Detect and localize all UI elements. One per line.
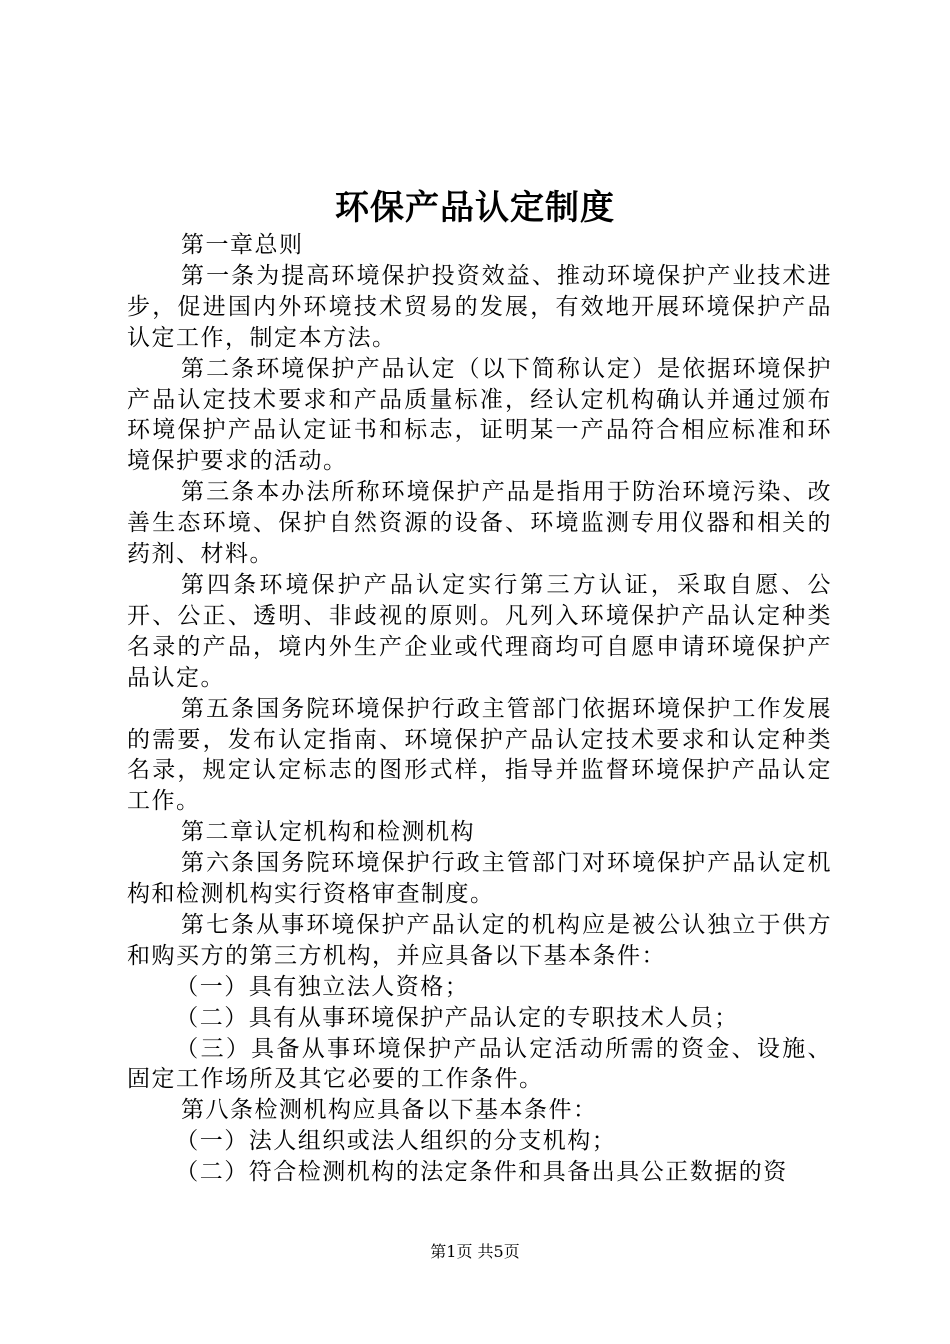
document-body: [127, 230, 832, 1188]
chapter-heading: 第一章总则: [181, 232, 304, 258]
list-item: （二）符合检测机构的法定条件和具备出具公正数据的资: [175, 1159, 788, 1186]
article-paragraph: 第二条环境保护产品认定（以下简称认定）是依据环境保护产品认定技术要求和产品质量标准，经认定机构确认并通过颁布环境保护产品认定证书和标志，证明某一产品符合相应标准和环境保护要求的活动。: [127, 355, 832, 475]
document-title: 环保产品认定制度: [335, 188, 615, 228]
chapter-heading: 第二章认定机构和检测机构: [181, 819, 476, 846]
article-paragraph: 第三条本办法所称环境保护产品是指用于防治环境污染、改善生态环境、保护自然资源的设备、环境监测专用仪器和相关的药剂、材料。: [127, 479, 832, 568]
article-paragraph: 第一条为提高环境保护投资效益、推动环境保护产业技术进步，促进国内外环境技术贸易的发展，有效地开展环境保护产品认定工作，制定本方法。: [127, 262, 832, 351]
list-item: （二）具有从事环境保护产品认定的专职技术人员；: [175, 1004, 739, 1031]
article-paragraph: 第八条检测机构应具备以下基本条件：: [181, 1097, 598, 1124]
article-paragraph: 第四条环境保护产品认定实行第三方认证，采取自愿、公开、公正、透明、非歧视的原则。凡列入环境保护产品认定种类名录的产品，境内外生产企业或代理商均可自愿申请环境保护产品认定。: [127, 571, 832, 691]
list-item: （三）具备从事环境保护产品认定活动所需的资金、设施、固定工作场所及其它必要的工作条件。: [127, 1035, 832, 1093]
article-paragraph: 第五条国务院环境保护行政主管部门依据环境保护工作发展的需要，发布认定指南、环境保护产品认定技术要求和认定种类名录，规定认定标志的图形式样，指导并监督环境保护产品认定工作。: [127, 695, 832, 815]
article-paragraph: 第七条从事环境保护产品认定的机构应是被公认独立于供方和购买方的第三方机构，并应具备以下基本条件：: [127, 911, 832, 969]
page-footer: 第1页 共5页: [430, 1242, 520, 1261]
list-item: （一）具有独立法人资格；: [175, 973, 470, 1000]
article-paragraph: 第六条国务院环境保护行政主管部门对环境保护产品认定机构和检测机构实行资格审查制度。: [127, 850, 832, 908]
list-item: （一）法人组织或法人组织的分支机构；: [175, 1128, 617, 1155]
